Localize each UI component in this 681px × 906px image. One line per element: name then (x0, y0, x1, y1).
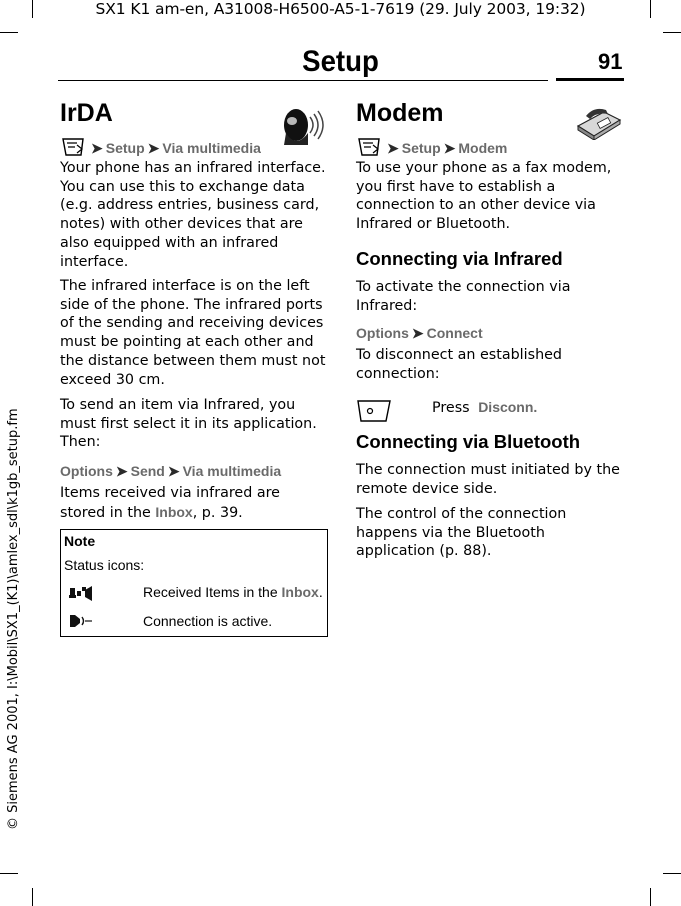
irda-heading: IrDA (60, 99, 113, 127)
bluetooth-control-paragraph: The control of the connection happens via the Bluetooth application (p. 88). (356, 506, 567, 560)
arrow-icon: ➤ (443, 140, 456, 156)
note-status-text: Status icons: (64, 557, 145, 573)
page-number: 91 (598, 49, 623, 74)
note-label: Note (64, 533, 96, 549)
disconnect-paragraph: To disconnect an established connection: (356, 347, 563, 382)
document-meta: SX1 K1 am-en, A31008-H6500-A5-1-7619 (29. July 2003, 19:32) (95, 0, 586, 18)
infrared-head-icon (278, 103, 328, 147)
title-rule (58, 80, 548, 81)
inbox-keyword: Inbox (155, 503, 193, 520)
received-text: Items received via infrared are stored in the (60, 485, 280, 521)
crop-mark (663, 32, 681, 33)
inbox-keyword: Inbox (281, 584, 319, 600)
modem-menu-path (356, 137, 507, 157)
menu-setup: Setup (401, 140, 441, 156)
page-title: Setup (302, 45, 379, 78)
bluetooth-remote-paragraph: The connection must initiated by the remote device side. (356, 462, 620, 497)
arrow-icon: ➤ (411, 325, 424, 341)
bluetooth-subheading: Connecting via Bluetooth (356, 431, 581, 452)
arrow-icon: ➤ (387, 140, 399, 156)
crop-mark (650, 888, 651, 906)
crop-mark (32, 888, 33, 906)
received-items-icon (68, 582, 96, 604)
menu-modem: Modem (458, 140, 508, 156)
menu-options: Options (356, 325, 409, 341)
menu-setup: Setup (105, 140, 145, 156)
received-items-text: Received Items in the (143, 584, 282, 600)
arrow-icon: ➤ (167, 463, 180, 479)
disconn-softkey: Disconn. (478, 399, 538, 415)
modem-heading: Modem (356, 99, 444, 127)
note-row-received (143, 583, 323, 601)
page-ref: , p. 39. (192, 504, 243, 521)
menu-key-icon (60, 137, 88, 157)
send-menu-path (60, 462, 281, 480)
menu-connect: Connect (426, 325, 483, 341)
irda-location-paragraph: The infrared interface is on the left side of the phone. The infrared ports of the sending and receiving devices must be pointing at each other and the distance between them must not exceed 30 cm. (60, 278, 326, 388)
copyright-sidebar: © Siemens AG 2001, I:\Mobil\SX1_(K1)\amlex_sdl\k1gb_setup.fm (6, 408, 21, 830)
irda-send-paragraph: To send an item via Infrared, you must first select it in its application. Then: (60, 397, 317, 451)
arrow-icon: ➤ (91, 140, 103, 156)
arrow-icon: ➤ (115, 463, 128, 479)
crop-mark (0, 873, 18, 874)
connect-menu-path (356, 324, 483, 342)
menu-send: Send (130, 463, 165, 479)
page-number-rule (556, 78, 624, 81)
menu-key-icon (356, 137, 384, 157)
note-row-connection: Connection is active. (143, 613, 273, 629)
infrared-subheading: Connecting via Infrared (356, 248, 563, 269)
modem-intro-paragraph: To use your phone as a fax modem, you first have to establish a connection to an other device via Infrared or Bluetooth. (356, 160, 612, 233)
period: . (318, 584, 323, 600)
menu-via-multimedia: Via multimedia (182, 463, 282, 479)
irda-received-paragraph (60, 484, 328, 522)
irda-menu-path (60, 137, 261, 157)
softkey-icon (356, 397, 392, 423)
irda-intro-paragraph: Your phone has an infrared interface. You can use this to exchange data (e.g. address entries, business card, notes) with other devices that are also equipped with an infrared interface. (60, 160, 326, 270)
infrared-activate-paragraph: To activate the connection via Infrared: (356, 279, 571, 314)
menu-options: Options (60, 463, 113, 479)
crop-mark (663, 873, 681, 874)
press-disconn (432, 398, 537, 418)
press-text: Press (432, 400, 470, 416)
fax-modem-icon (574, 104, 624, 140)
menu-via-multimedia: Via multimedia (162, 140, 261, 156)
connection-active-icon (68, 611, 94, 631)
arrow-icon: ➤ (147, 140, 160, 156)
crop-mark (0, 32, 18, 33)
